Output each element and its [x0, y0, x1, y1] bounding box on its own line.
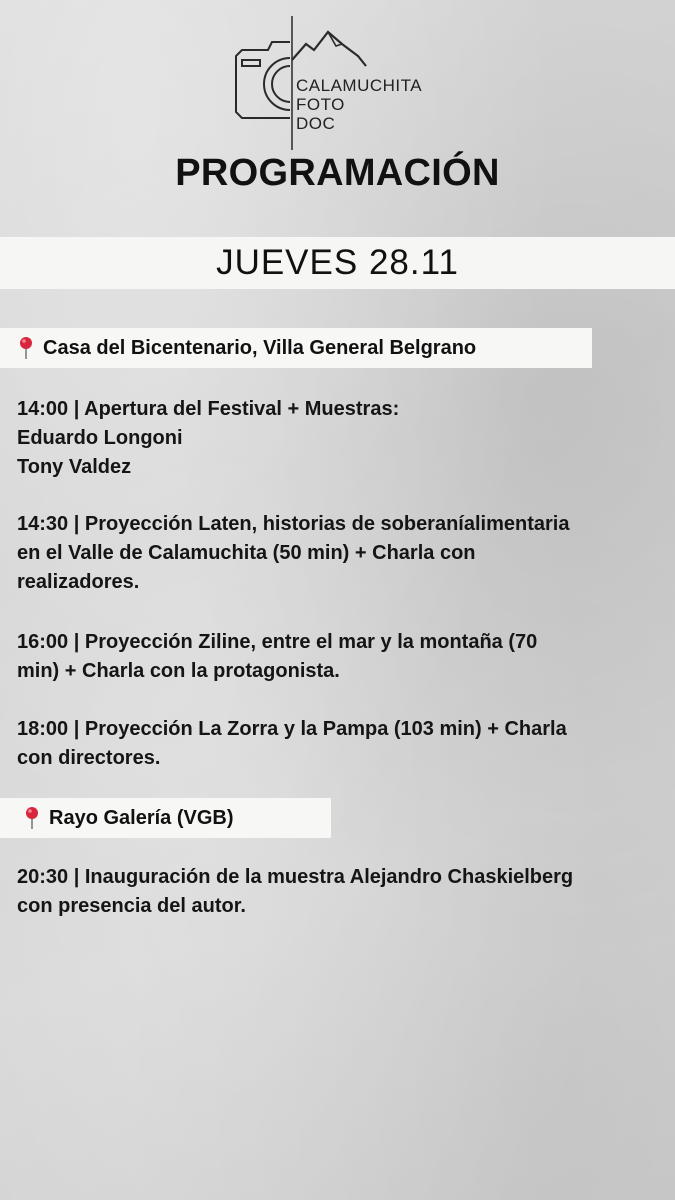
schedule-line: 14:30 | Proyección Laten, historias de soberaníalimentaria — [17, 513, 570, 535]
venue-label-casa-bicentenario — [0, 328, 592, 368]
map-pin-icon — [18, 336, 34, 360]
schedule-line: 18:00 | Proyección La Zorra y la Pampa (103 min) + Charla — [17, 718, 567, 740]
schedule-line: 14:00 | Apertura del Festival + Muestras: — [17, 398, 400, 420]
venue-name: Rayo Galería (VGB) — [49, 806, 234, 829]
page-title: PROGRAMACIÓN — [175, 152, 500, 194]
logo-line: DOC — [296, 114, 336, 133]
logo-line: FOTO — [296, 95, 345, 114]
schedule-line: en el Valle de Calamuchita (50 min) + Charla con — [17, 542, 476, 564]
date-band — [0, 237, 675, 289]
venue-name: Casa del Bicentenario, Villa General Belgrano — [43, 336, 477, 359]
venue-label-rayo-galeria — [0, 798, 331, 838]
schedule-line: realizadores. — [17, 571, 140, 593]
date-label: JUEVES 28.11 — [216, 243, 459, 282]
schedule-line: con directores. — [17, 747, 161, 769]
schedule-item — [17, 863, 657, 921]
schedule-line: 20:30 | Inauguración de la muestra Alejandro Chaskielberg — [17, 866, 574, 888]
schedule-item — [17, 628, 657, 686]
schedule-line: Tony Valdez — [17, 456, 132, 478]
schedule-line: 16:00 | Proyección Ziline, entre el mar y la montaña (70 — [17, 631, 538, 653]
map-pin-icon — [24, 806, 40, 830]
schedule-line: Eduardo Longoni — [17, 427, 183, 449]
schedule-line: con presencia del autor. — [17, 895, 246, 917]
schedule-line: min) + Charla con la protagonista. — [17, 660, 340, 682]
schedule-item — [17, 510, 657, 597]
schedule-item — [17, 395, 657, 482]
logo-wordmark — [296, 76, 422, 133]
schedule-item — [17, 715, 657, 773]
logo-line: CALAMUCHITA — [296, 76, 423, 95]
